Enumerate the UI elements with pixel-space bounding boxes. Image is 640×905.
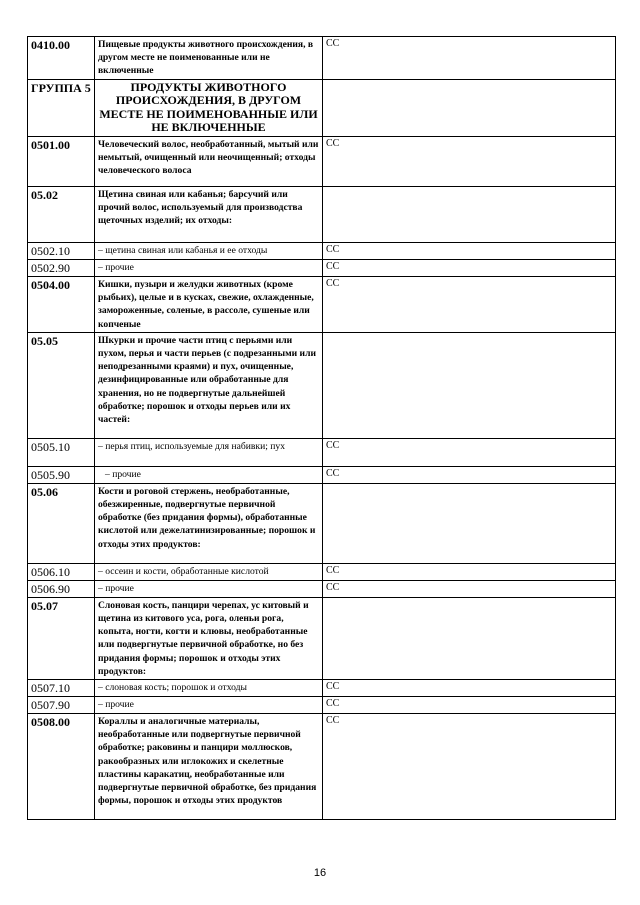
table-row	[28, 697, 616, 714]
row-code: 0501.00	[28, 136, 95, 186]
row-description: Человеческий волос, необработанный, мытый или немытый, очищенный или неочищенный; отходы человеческого волоса	[95, 136, 323, 186]
row-description: Щетина свиная или кабанья; барсучий или прочий волос, используемый для производства щеточных изделий; их отходы:	[95, 186, 323, 242]
row-description: – щетина свиная или кабанья и ее отходы	[95, 242, 323, 259]
row-code: 05.02	[28, 186, 95, 242]
row-description: Кости и роговой стержень, необработанные, обезжиренные, подвергнутые первичной обработке (без придания формы), обработанные кислотой или дежелатинизированные; порошок и отходы этих продуктов:	[95, 483, 323, 563]
row-description: Пищевые продукты животного происхождения, в другом месте не поименованные или не включенные	[95, 37, 323, 80]
row-code: 0502.10	[28, 242, 95, 259]
row-description: Кораллы и аналогичные материалы, необработанные или подвергнутые первичной обработке; раковины и панцири моллюсков, ракообразных или иглокожих и скелетные пластины каракатиц, необработанные или подвергнутые первичной обработке, без придания формы, порошок и отходы этих продуктов	[95, 714, 323, 820]
row-code: 05.06	[28, 483, 95, 563]
table-row	[28, 680, 616, 697]
row-description: – прочие	[95, 466, 323, 483]
page-number: 16	[313, 867, 327, 879]
row-code: 0506.10	[28, 563, 95, 580]
row-description: – перья птиц, используемые для набивки; пух	[95, 438, 323, 466]
row-certification: СС	[323, 714, 616, 820]
row-certification	[323, 79, 616, 136]
row-description: – прочие	[95, 697, 323, 714]
table-row	[28, 563, 616, 580]
row-description: Кишки, пузыри и желудки животных (кроме рыбьих), целые и в кусках, свежие, охлажденные, замороженные, соленые, в рассоле, сушеные или копченые	[95, 276, 323, 332]
row-code: 05.05	[28, 332, 95, 438]
table-row	[28, 242, 616, 259]
row-code: 0507.90	[28, 697, 95, 714]
row-description: – слоновая кость; порошок и отходы	[95, 680, 323, 697]
table-row	[28, 597, 616, 679]
row-certification: СС	[323, 580, 616, 597]
row-description: – оссеин и кости, обработанные кислотой	[95, 563, 323, 580]
row-certification: СС	[323, 438, 616, 466]
row-certification: СС	[323, 136, 616, 186]
row-certification: СС	[323, 37, 616, 80]
table-row	[28, 79, 616, 136]
row-code: 0504.00	[28, 276, 95, 332]
document-table-container	[27, 36, 615, 820]
row-description: – прочие	[95, 259, 323, 276]
row-certification: СС	[323, 259, 616, 276]
row-description: – прочие	[95, 580, 323, 597]
row-certification	[323, 483, 616, 563]
row-description: Слоновая кость, панцири черепах, ус китовый и щетина из китового уса, рога, оленьи рога, копыта, ногти, когти и клювы, необработанные или подвергнутые первичной обработке, но без придания формы; порошок и отходы этих продуктов:	[95, 597, 323, 679]
row-certification	[323, 597, 616, 679]
table-row	[28, 332, 616, 438]
row-code: 0410.00	[28, 37, 95, 80]
row-code: 0507.10	[28, 680, 95, 697]
row-code: 05.07	[28, 597, 95, 679]
table-row	[28, 714, 616, 820]
row-certification: СС	[323, 697, 616, 714]
row-certification: СС	[323, 242, 616, 259]
table-row	[28, 438, 616, 466]
row-certification: СС	[323, 276, 616, 332]
tariff-table	[27, 36, 616, 820]
table-row	[28, 466, 616, 483]
row-certification: СС	[323, 680, 616, 697]
table-row	[28, 259, 616, 276]
row-code: 0508.00	[28, 714, 95, 820]
row-code: ГРУППА 5	[28, 79, 95, 136]
table-row	[28, 580, 616, 597]
row-certification	[323, 332, 616, 438]
row-certification: СС	[323, 563, 616, 580]
row-code: 0506.90	[28, 580, 95, 597]
table-row	[28, 37, 616, 80]
row-code: 0505.90	[28, 466, 95, 483]
table-row	[28, 483, 616, 563]
group-title: ПРОДУКТЫ ЖИВОТНОГО ПРОИСХОЖДЕНИЯ, В ДРУГОМ МЕСТЕ НЕ ПОИМЕНОВАННЫЕ ИЛИ НЕ ВКЛЮЧЕННЫЕ	[95, 79, 323, 136]
row-certification	[323, 186, 616, 242]
table-row	[28, 136, 616, 186]
row-description: Шкурки и прочие части птиц с перьями или пухом, перья и части перьев (с подрезанными или неподрезанными краями) и пух, очищенные, дезинфицированные или обработанные для хранения, но не подвергнутые дальнейшей обработке; порошок и отходы перьев или их частей:	[95, 332, 323, 438]
table-row	[28, 186, 616, 242]
table-row	[28, 276, 616, 332]
row-code: 0502.90	[28, 259, 95, 276]
row-certification: СС	[323, 466, 616, 483]
row-code: 0505.10	[28, 438, 95, 466]
